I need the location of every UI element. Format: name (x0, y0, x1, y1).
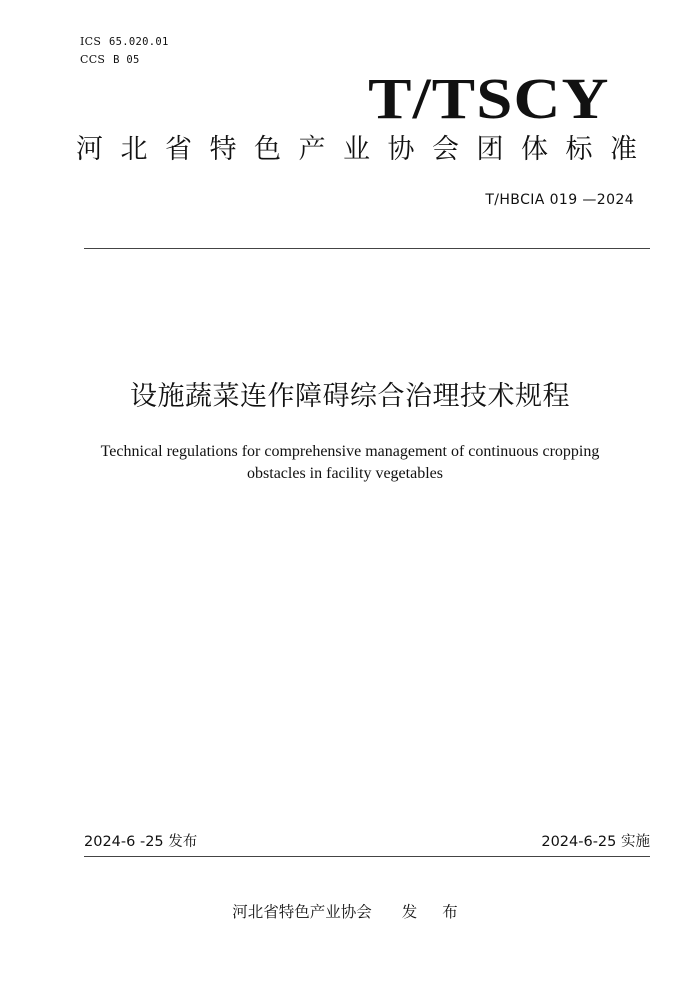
standard-number: T/HBCIA 019 —2024 (485, 192, 634, 208)
ccs-label: CCS (80, 53, 106, 66)
issue-date: 2024-6 -25 发布 (84, 834, 198, 850)
ics-classification (80, 35, 169, 48)
ccs-classification (80, 53, 140, 66)
document-title-chinese: 设施蔬菜连作障碍综合治理技术规程 (130, 381, 570, 412)
ics-code: 65.020.01 (109, 36, 169, 48)
ics-label: ICS (80, 35, 102, 48)
document-title-english (0, 441, 700, 485)
english-title-line-1: Technical regulations for comprehensive management of continuous cropping (100, 443, 600, 460)
implementation-date: 2024-6-25 实施 (541, 834, 650, 850)
header-divider (84, 248, 650, 249)
footer-divider (84, 856, 650, 857)
publish-action: 发 布 (401, 903, 468, 921)
english-title-line-2: obstacles in facility vegetables (247, 465, 443, 482)
standard-type-title: 河北省特色产业协会团体标准 (76, 134, 655, 165)
publisher-name: 河北省特色产业协会 (232, 903, 372, 921)
ccs-code: B 05 (113, 54, 140, 66)
publisher-line (0, 905, 700, 921)
standard-logo: T/TSCY (368, 66, 610, 131)
